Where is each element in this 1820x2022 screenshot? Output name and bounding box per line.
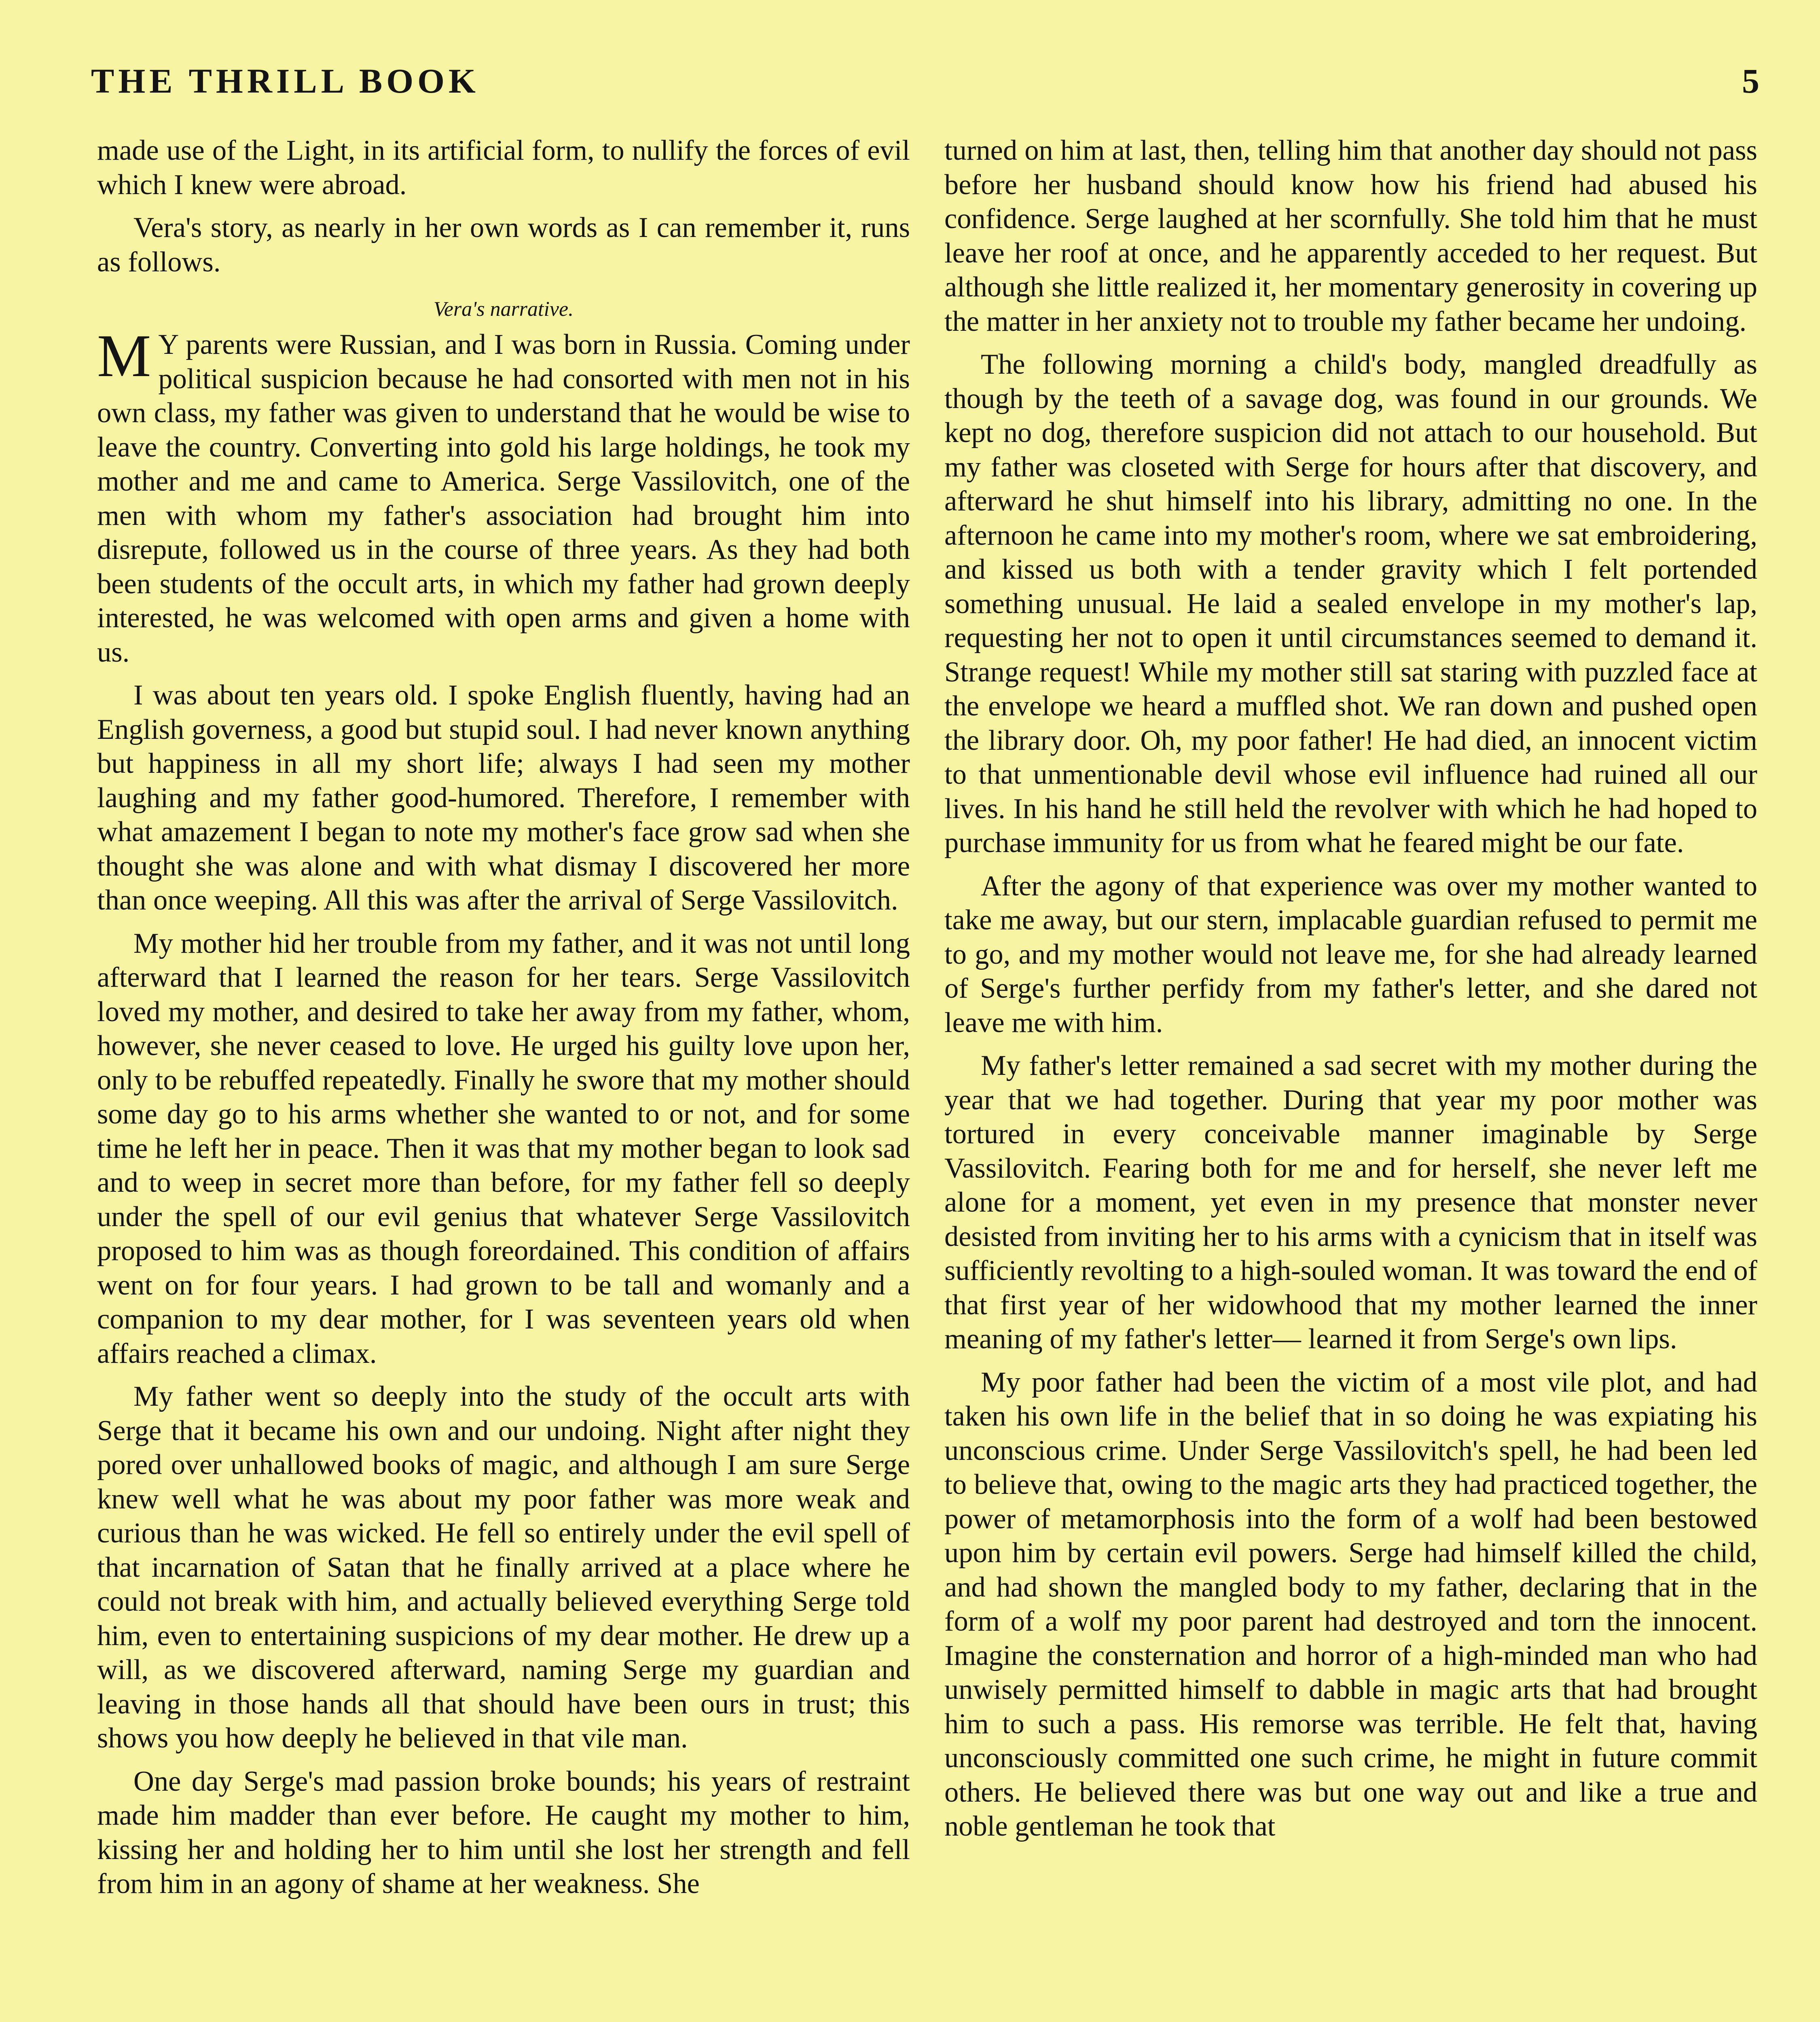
paragraph: After the agony of that experience was over my mother wanted to take me away, but our stern, implacable guardian refused to permit me to go, and my mother would not leave me, for she had already learned of Serge's further perfidy from my father's letter, and she dared not leave me with him.	[944, 870, 1757, 1038]
page-number: 5	[1742, 61, 1759, 100]
right-column	[944, 133, 1757, 1853]
paragraph: My poor father had been the victim of a most vile plot, and had taken his own life in the belief that in so doing he was expiating his unconscious crime. Under Serge Vassilovitch's spell, he had been led to believe that, owing to the magic arts they had practiced together, the power of metamorphosis into the form of a wolf had been bestowed upon him by certain evil powers. Serge had himself killed the child, and had shown the mangled body to my father, declaring that in the form of a wolf my poor parent had destroyed and torn the innocent. Imagine the consternation and horror of a high-minded man who had unwisely permitted himself to dabble in magic arts that had brought him to such a pass. His remorse was terrible. He felt that, having unconsciously committed one such crime, he might in future commit others. He believed there was but one way out and like a true and noble gentleman he took that	[944, 1366, 1757, 1842]
paragraph: Vera's story, as nearly in her own words as I can remember it, runs as follows.	[97, 212, 910, 278]
paragraph: made use of the Light, in its artificial form, to nullify the forces of evil which I knew were abroad.	[97, 135, 910, 201]
paragraph: My mother hid her trouble from my father, and it was not until long afterward that I learned the reason for her tears. Serge Vassilovitch loved my mother, and desired to take her away from my father, whom, however, she never ceased to love. He urged his guilty love upon her, only to be rebuffed repeatedly. Finally he swore that my mother should some day go to his arms whether she wanted to or not, and for some time he left her in peace. Then it was that my mother began to look sad and to weep in secret more than before, for my father fell so deeply under the spell of our evil genius that whatever Serge Vassilovitch proposed to him was as though foreordained. This condition of affairs went on for four years. I had grown to be tall and womanly and a companion to my dear mother, for I was seventeen years old when affairs reached a climax.	[97, 927, 910, 1369]
paragraph-with-dropcap	[97, 322, 910, 669]
section-subheading: Vera's narrative.	[433, 298, 574, 321]
paragraph: turned on him at last, then, telling him that another day should not pass before her husband should know how his friend had abused his confidence. Serge laughed at her scornfully. She told him that he must leave her roof at once, and he apparently acceded to her request. But although she little realized it, her momentary generosity in covering up the matter in her anxiety not to trouble my father became her undoing.	[944, 135, 1757, 337]
paragraph: One day Serge's mad passion broke bounds; his years of restraint made him madder than ever before. He caught my mother to him, kissing her and holding her to him until she lost her strength and fell from him in an agony of shame at her weakness. She	[97, 1765, 910, 1899]
drop-cap: M	[97, 322, 151, 389]
paragraph: The following morning a child's body, mangled dreadfully as though by the teeth of a savage dog, was found in our grounds. We kept no dog, therefore suspicion did not attach to our household. But my father was closeted with Serge for hours after that discovery, and afterward he shut himself into his library, admitting no one. In the afternoon he came into my mother's room, where we sat embroidering, and kissed us both with a tender gravity which I felt portended something unusual. He laid a sealed envelope in my mother's lap, requesting her not to open it until circumstances seemed to demand it. Strange request! While my mother still sat staring with puzzled face at the envelope we heard a muffled shot. We ran down and pushed open the library door. Oh, my poor father! He had died, an innocent victim to that unmentionable devil whose evil influence had ruined all our lives. In his hand he still held the revolver with which he had hoped to purchase immunity for us from what he feared might be our fate.	[944, 349, 1757, 859]
paragraph: My father went so deeply into the study of the occult arts with Serge that it became his own and our undoing. Night after night they pored over unhallowed books of magic, and although I am sure Serge knew well what he was about my poor father was more weak and curious than he was wicked. He fell so entirely under the evil spell of that incarnation of Satan that he finally arrived at a place where he could not break with him, and actually believed everything Serge told him, even to entertaining suspicions of my dear mother. He drew up a will, as we discovered afterward, naming Serge my guardian and leaving in those hands all that should have been ours in trust; this shows you how deeply he believed in that vile man.	[97, 1381, 910, 1754]
paragraph-text: Y parents were Russian, and I was born in Russia. Coming under political suspicion because he had consorted with men not in his own class, my father was given to understand that he would be wise to leave the country. Converting into gold his large holdings, he took my mother and me and came to America. Serge Vassilovitch, one of the men with whom my father's association had brought him into disrepute, followed us in the course of three years. As they had both been students of the occult arts, in which my father had grown deeply interested, he was welcomed with open arms and given a home with us.	[97, 329, 910, 668]
paragraph: I was about ten years old. I spoke English fluently, having had an English governess, a good but stupid soul. I had never known anything but happiness in all my short life; always I had seen my mother laughing and my father good-humored. Therefore, I remember with what amazement I began to note my mother's face grow sad when she thought she was alone and with what dismay I discovered her more than once weeping. All this was after the arrival of Serge Vassilovitch.	[97, 679, 910, 916]
paragraph: My father's letter remained a sad secret with my mother during the year that we had together. During that year my poor mother was tortured in every conceivable manner imaginable by Serge Vassilovitch. Fearing both for me and for herself, she never left me alone for a moment, yet even in my presence that monster never desisted from inviting her to his arms with a cynicism that in itself was sufficiently revolting to a high-souled woman. It was toward the end of that first year of her widowhood that my mother learned the inner meaning of my father's letter— learned it from Serge's own lips.	[944, 1050, 1757, 1355]
magazine-title: THE THRILL BOOK	[91, 61, 480, 100]
page-header	[91, 61, 1759, 109]
left-column	[97, 133, 910, 1910]
